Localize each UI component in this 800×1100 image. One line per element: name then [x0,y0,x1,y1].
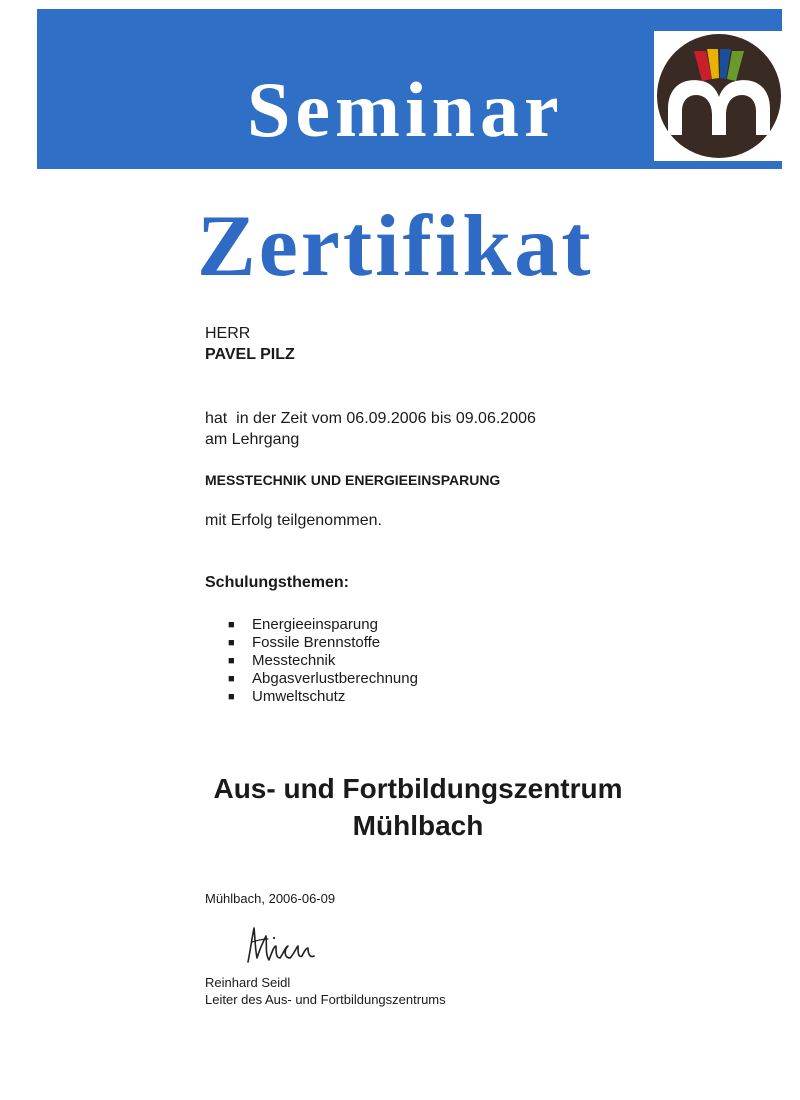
bullet-icon: ■ [228,637,235,649]
organization-location: Mühlbach [352,810,484,841]
course-title: MESSTECHNIK UND ENERGIEEINSPARUNG [205,472,501,488]
topic-label: Umweltschutz [252,688,346,705]
guild-emblem-icon [654,31,784,161]
certificate-heading: Zertifikat [197,198,594,295]
signer-name: Reinhard Seidl [205,975,291,990]
course-intro: am Lehrgang [205,431,300,448]
topics-heading: Schulungsthemen: [205,574,350,591]
signer-title: Leiter des Aus- und Fortbildungszentrums [205,992,446,1007]
bullet-icon: ■ [228,619,235,631]
list-item [228,616,418,634]
topic-label: Messtechnik [252,652,336,669]
salutation: HERR [205,325,251,342]
list-item [228,652,418,670]
organization-name: Aus- und Fortbildungszentrum [213,773,623,804]
topics-list [228,616,418,706]
list-item [228,688,418,706]
topic-label: Fossile Brennstoffe [252,634,381,651]
list-item [228,670,418,688]
handwritten-signature-icon [238,922,324,968]
recipient-name: PAVEL PILZ [205,346,295,363]
bullet-icon: ■ [228,655,235,667]
topic-label: Energieeinsparung [252,616,378,633]
completion-statement: mit Erfolg teilgenommen. [205,512,382,529]
bullet-icon: ■ [228,691,235,703]
list-item [228,634,418,652]
topic-label: Abgasverlustberechnung [252,670,418,687]
course-period: hat in der Zeit vom 06.09.2006 bis 09.06.2006 [205,410,536,427]
header-banner [37,9,782,169]
banner-title: Seminar [247,66,564,153]
bullet-icon: ■ [228,673,235,685]
place-and-date: Mühlbach, 2006-06-09 [205,891,336,906]
